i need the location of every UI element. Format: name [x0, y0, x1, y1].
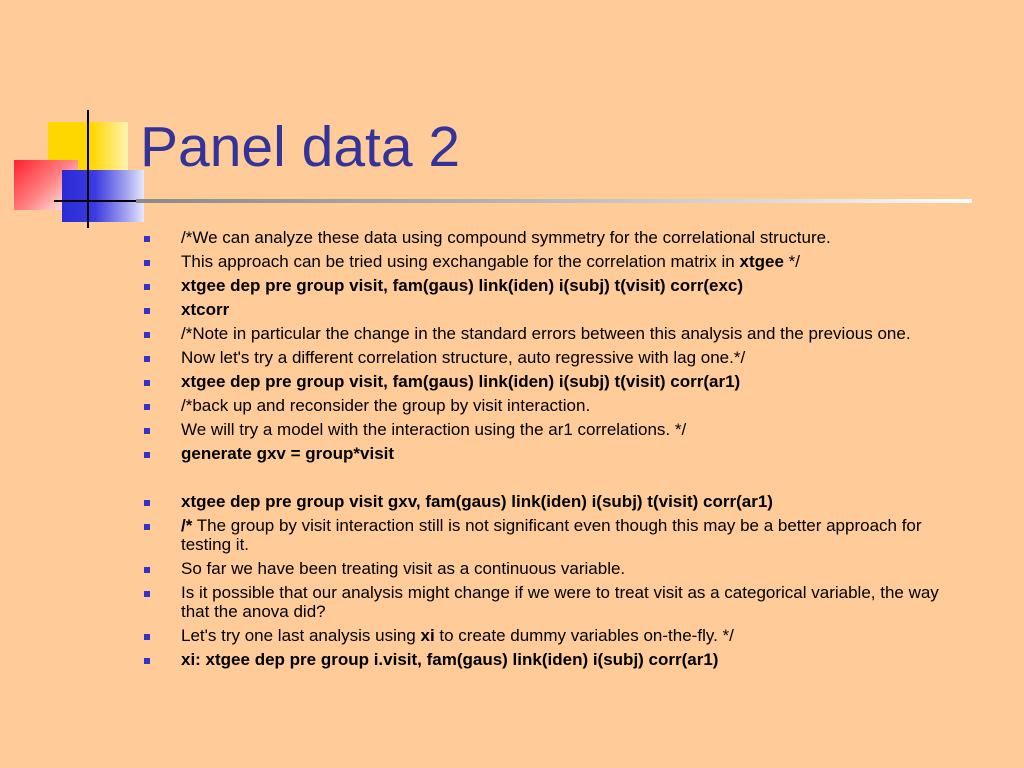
bullet-item — [140, 252, 970, 271]
bullet-item — [140, 228, 970, 247]
bullet-item — [140, 583, 970, 621]
title-underline — [136, 199, 972, 203]
bullet-text: /* — [181, 516, 193, 535]
bullet-item — [140, 650, 970, 669]
bullet-text: xi: xtgee dep pre group i.visit, fam(gaus) link(iden) i(subj) corr(ar1) — [181, 650, 719, 669]
square-bullet-icon — [144, 658, 150, 664]
bullet-text: /*We can analyze these data using compound symmetry for the correlational structure. — [181, 228, 831, 247]
bullet-text: xtgee dep pre group visit, fam(gaus) link(iden) i(subj) t(visit) corr(ar1) — [181, 372, 741, 391]
bullet-text: xtgee dep pre group visit, fam(gaus) link(iden) i(subj) t(visit) corr(exc) — [181, 276, 744, 295]
decor-vertical-line — [87, 110, 89, 228]
bullet-text: This approach can be tried using exchangable for the correlation matrix in — [181, 252, 740, 271]
bullet-text: /*Note in particular the change in the standard errors between this analysis and the previous one. — [181, 324, 911, 343]
bullet-text: xtgee dep pre group visit gxv, fam(gaus) link(iden) i(subj) t(visit) corr(ar1) — [181, 492, 773, 511]
bullet-text: We will try a model with the interaction using the ar1 correlations. */ — [181, 420, 687, 439]
bullet-item — [140, 626, 970, 645]
square-bullet-icon — [144, 332, 150, 338]
square-bullet-icon — [144, 428, 150, 434]
decor-horizontal-line — [54, 200, 140, 202]
bullet-text: /*back up and reconsider the group by visit interaction. — [181, 396, 591, 415]
bullet-text: Is it possible that our analysis might change if we were to treat visit as a categorical variable, the way that the anova did? — [181, 583, 939, 621]
square-bullet-icon — [144, 500, 150, 506]
bullet-item — [140, 492, 970, 511]
square-bullet-icon — [144, 524, 150, 530]
decor-blue-square — [62, 170, 144, 222]
square-bullet-icon — [144, 634, 150, 640]
bullet-text: generate gxv = group*visit — [181, 444, 395, 463]
bullet-list — [140, 228, 970, 674]
square-bullet-icon — [144, 260, 150, 266]
square-bullet-icon — [144, 591, 150, 597]
square-bullet-icon — [144, 380, 150, 386]
bullet-text: Let's try one last analysis using — [181, 626, 421, 645]
bullet-item — [140, 420, 970, 439]
slide-title: Panel data 2 — [140, 115, 461, 179]
bullet-text: to create dummy variables on-the-fly. */ — [434, 626, 734, 645]
square-bullet-icon — [144, 567, 150, 573]
bullet-item — [140, 324, 970, 343]
square-bullet-icon — [144, 236, 150, 242]
bullet-text: So far we have been treating visit as a continuous variable. — [181, 559, 626, 578]
bullet-item — [140, 300, 970, 319]
bullet-text: xi — [420, 626, 435, 645]
bullet-item — [140, 348, 970, 367]
bullet-item — [140, 559, 970, 578]
square-bullet-icon — [144, 284, 150, 290]
square-bullet-icon — [144, 356, 150, 362]
bullet-text: */ — [783, 252, 800, 271]
bullet-text: xtcorr — [181, 300, 230, 319]
bullet-item — [140, 516, 970, 554]
bullet-item — [140, 372, 970, 391]
bullet-text: xtgee — [739, 252, 784, 271]
square-bullet-icon — [144, 308, 150, 314]
bullet-item — [140, 276, 970, 295]
bullet-item — [140, 444, 970, 463]
square-bullet-icon — [144, 452, 150, 458]
bullet-text: The group by visit interaction still is not significant even though this may be a better approach for testing it. — [181, 516, 922, 554]
bullet-item — [140, 396, 970, 415]
square-bullet-icon — [144, 404, 150, 410]
bullet-text: Now let's try a different correlation structure, auto regressive with lag one.*/ — [181, 348, 746, 367]
